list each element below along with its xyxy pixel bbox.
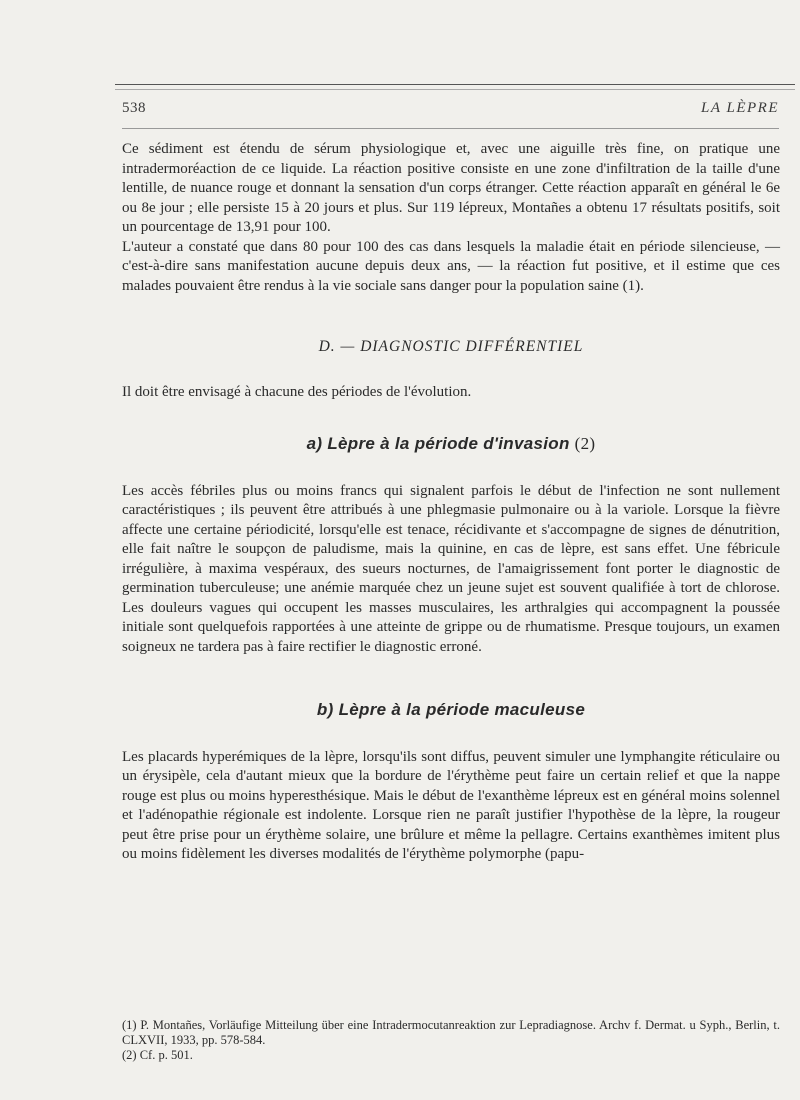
footnote: (2) Cf. p. 501. [122, 1048, 193, 1062]
running-head [122, 100, 779, 122]
footnotes [122, 1018, 780, 1063]
subsection-heading-text: a) Lèpre à la période d'invasion [306, 434, 570, 453]
paragraph: Il doit être envisagé à chacune des périodes de l'évolution. [122, 383, 472, 400]
subsection-heading-maculeuse: b) Lèpre à la période maculeuse [316, 700, 586, 719]
body-text [122, 140, 780, 865]
paragraph: L'auteur a constaté que dans 80 pour 100 des cas dans lesquels la maladie était en période silencieuse, — c'est-à-dire sans manifestation aucune depuis deux ans, — la réaction fut positive, et il estime que ces malades pouvaient être rendus à la vie sociale sans danger pour la population saine (1). [122, 238, 780, 294]
top-rule-thin [115, 89, 795, 90]
header-rule [122, 128, 779, 129]
footnote: (1) P. Montañes, Vorläufige Mitteilung über eine Intradermocutanreaktion zur Lepradiagnose. Archv f. Dermat. u Syph., Berlin, t. CLXVII, 1933, pp. 578-584. [122, 1018, 780, 1047]
subsection-heading-invasion [122, 434, 780, 454]
footnote-ref: (2) [574, 434, 596, 453]
section-heading-diagnostic: D. — DIAGNOSTIC DIFFÉRENTIEL [318, 338, 584, 355]
paragraph: Ce sédiment est étendu de sérum physiologique et, avec une aiguille très fine, on pratique une intradermoréaction de ce liquide. La réaction positive consiste en une zone d'infiltration de la taille d'une lentille, de nuance rouge et donnant la sensation d'un corps étranger. Cette réaction apparaît en général le 6e ou 8e jour ; elle persiste 15 à 20 jours et plus. Sur 119 lépreux, Montañes a obtenu 17 résultats positifs, soit un pourcentage de 13,91 pour 100. [122, 141, 780, 235]
paragraph: Les placards hyperémiques de la lèpre, lorsqu'ils sont diffus, peuvent simuler une lymphangite réticulaire ou un érysipèle, cela d'autant mieux que la bordure de l'érythème peut faire un certain relief et que la nappe rouge est plus ou moins hyperesthésique. Mais le début de l'exanthème lépreux est en général moins solennel et l'adénopathie régionale est indolente. Lorsque rien ne paraît justifier l'hypothèse de la lèpre, la rougeur peut être prise pour un érythème solaire, une brûlure et même la pellagre. Certains exanthèmes imitent plus ou moins fidèlement les diverses modalités de l'érythème polymorphe (papu- [122, 748, 780, 862]
page-number: 538 [122, 100, 146, 116]
running-title: LA LÈPRE [701, 100, 779, 116]
top-rule [115, 84, 795, 85]
paragraph: Les accès fébriles plus ou moins francs qui signalent parfois le début de l'infection ne sont nullement caractéristiques ; ils peuvent être attribués à une phlegmasie pulmonaire ou à la variole. Lorsque la fièvre affecte une certaine périodicité, lorsqu'elle est tenace, récidivante et s'accompagne de signes de dénutrition, elle fait naître le soupçon de paludisme, mais la quinine, en cas de lèpre, est sans effet. Une fébricule irrégulière, à maxima vespéraux, des sueurs nocturnes, de l'amaigrissement font porter le diagnostic de germination tuberculeuse; une anémie marquée chez un jeune sujet est souvent qualifiée à tort de chlorose. Les douleurs vagues qui occupent les masses musculaires, les arthralgies qui accompagnent la poussée initiale sont quelquefois rapportées à une atteinte de grippe ou de rhumatisme. Presque toujours, un examen soigneux ne tardera pas à faire rectifier le diagnostic erroné. [122, 482, 780, 655]
